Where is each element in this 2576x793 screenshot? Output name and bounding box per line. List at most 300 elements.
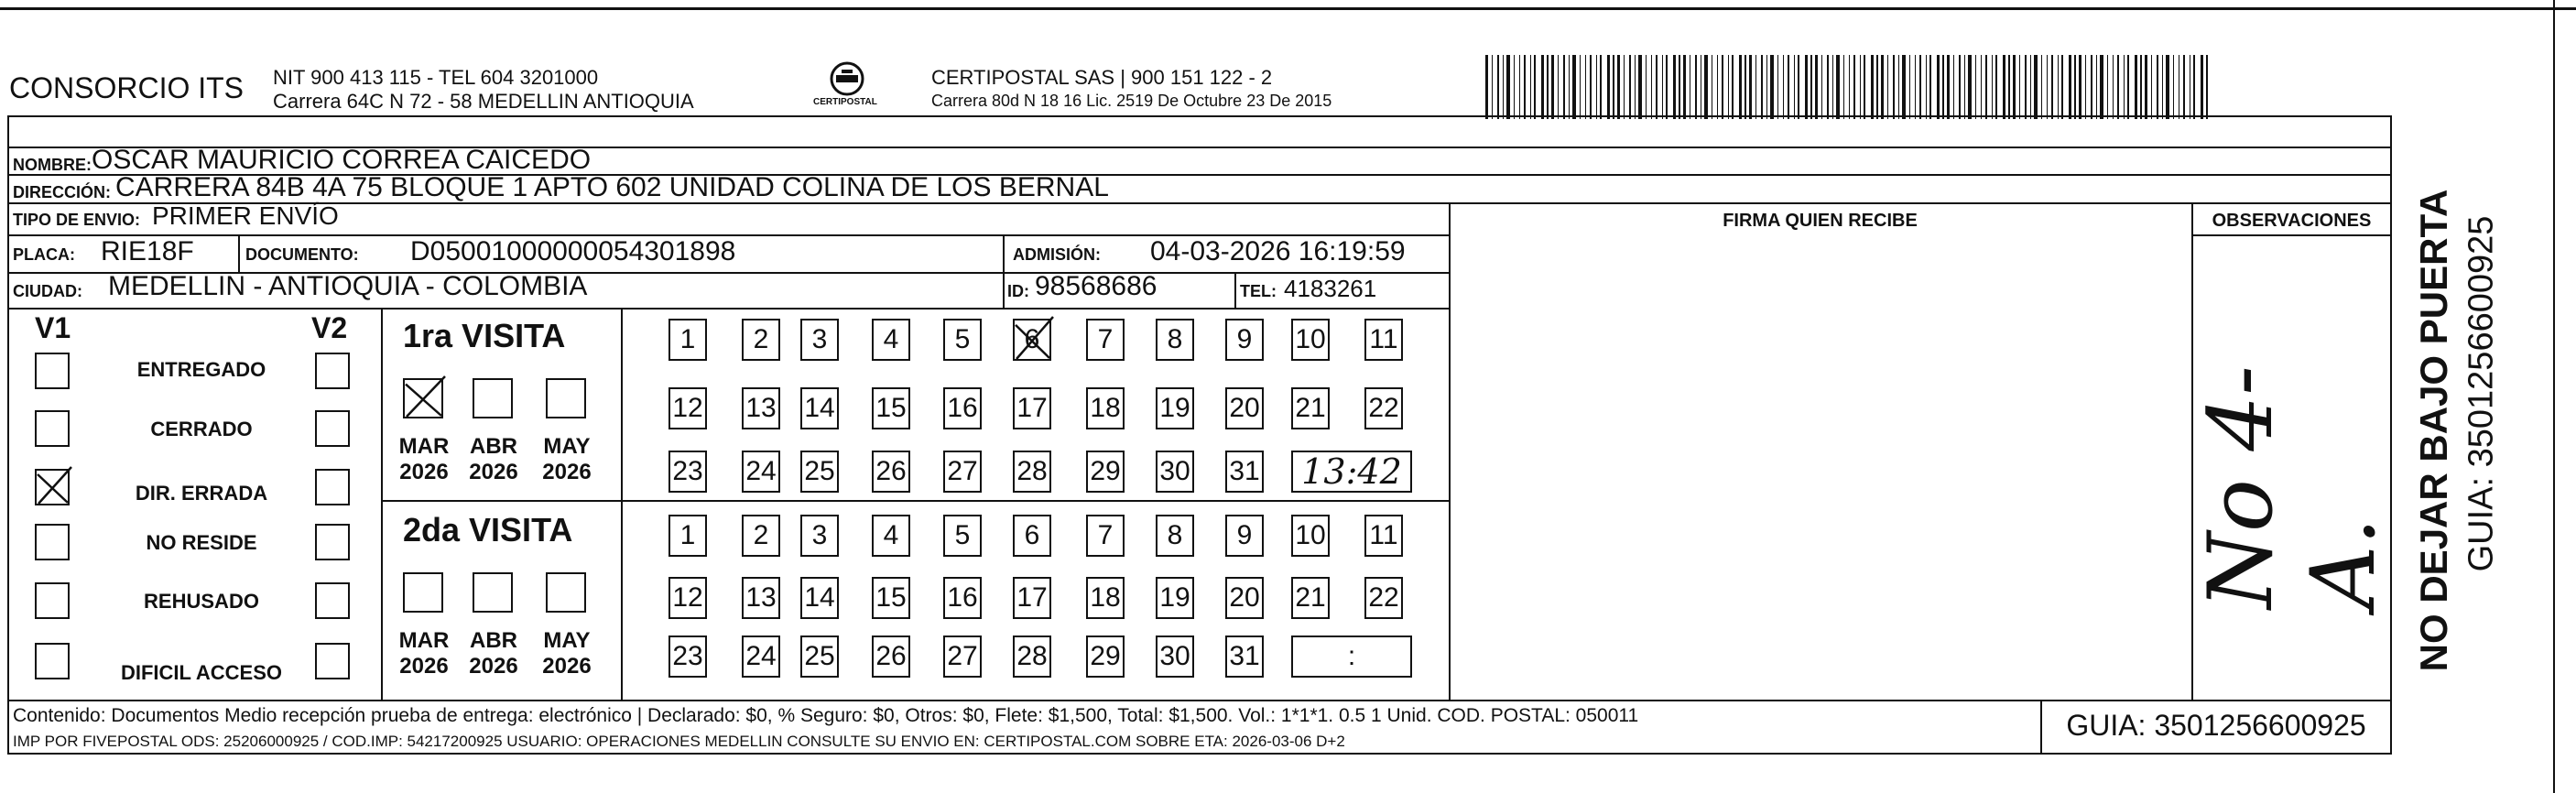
barcode-bar bbox=[1937, 55, 1940, 119]
documento-value: D05001000000054301898 bbox=[410, 236, 736, 266]
day-box[interactable] bbox=[668, 577, 707, 619]
barcode-bar bbox=[2003, 55, 2005, 119]
month-year: 2026 bbox=[469, 460, 518, 484]
barcode-bar bbox=[1558, 55, 1559, 119]
day-box[interactable] bbox=[872, 577, 910, 619]
barcode-bar bbox=[1871, 55, 1874, 119]
day-box[interactable] bbox=[872, 451, 910, 493]
barcode-bar bbox=[1849, 55, 1850, 119]
month-checkbox[interactable] bbox=[546, 572, 586, 613]
tel-label: TEL: bbox=[1240, 282, 1277, 300]
barcode-bar bbox=[1881, 55, 1884, 119]
day-number: 31 bbox=[1229, 456, 1260, 486]
status-option-label: REHUSADO bbox=[144, 590, 259, 613]
day-box[interactable] bbox=[668, 451, 707, 493]
barcode-bar bbox=[1755, 55, 1756, 119]
barcode bbox=[1485, 55, 2209, 119]
barcode-bar bbox=[1992, 55, 1993, 119]
barcode-bar bbox=[1929, 55, 1931, 119]
day-box[interactable] bbox=[800, 319, 839, 361]
month-checkbox[interactable] bbox=[403, 572, 443, 613]
month-name: ABR bbox=[470, 434, 517, 459]
barcode-bar bbox=[1853, 55, 1855, 119]
visit-divider bbox=[621, 308, 623, 700]
month-checkbox[interactable] bbox=[403, 378, 443, 418]
day-box[interactable] bbox=[1291, 577, 1330, 619]
footer-line-2: IMP POR FIVEPOSTAL ODS: 25206000925 / COD.IMP: 54217200925 USUARIO: OPERACIONES MEDELLIN CONSULTE SU ENVIO EN: CERTIPOSTAL.COM SOBRE ETA: 2026-03-06 D+2 bbox=[13, 733, 1345, 750]
day-number: 8 bbox=[1167, 324, 1183, 354]
barcode-bar bbox=[1722, 55, 1723, 119]
day-number: 15 bbox=[875, 582, 907, 613]
barcode-bar bbox=[1821, 55, 1822, 119]
barcode-bar bbox=[1919, 55, 1921, 119]
barcode-bar bbox=[2113, 55, 2114, 119]
barcode-bar bbox=[1975, 55, 1976, 119]
day-number: 4 bbox=[883, 324, 899, 354]
row-line-6 bbox=[7, 308, 1449, 310]
barcode-bar bbox=[1770, 55, 1774, 119]
tel-divider bbox=[1234, 272, 1236, 308]
day-box[interactable] bbox=[742, 451, 780, 493]
ciudad-value: MEDELLIN - ANTIOQUIA - COLOMBIA bbox=[108, 271, 588, 301]
day-box[interactable] bbox=[1013, 387, 1051, 429]
barcode-bar bbox=[1497, 55, 1499, 119]
barcode-bar bbox=[1766, 55, 1767, 119]
month-label bbox=[535, 434, 599, 485]
barcode-bar bbox=[1514, 55, 1515, 119]
day-box[interactable] bbox=[872, 515, 910, 557]
day-number: 1 bbox=[679, 324, 696, 354]
day-box[interactable] bbox=[1225, 387, 1264, 429]
barcode-bar bbox=[1717, 55, 1718, 119]
barcode-bar bbox=[1519, 55, 1520, 119]
status-option-label: DIFICIL ACCESO bbox=[120, 661, 282, 684]
barcode-bar bbox=[1995, 55, 1997, 119]
barcode-bar bbox=[2058, 55, 2059, 119]
barcode-bar bbox=[2013, 55, 2016, 119]
day-box[interactable] bbox=[1225, 515, 1264, 557]
day-box[interactable] bbox=[742, 515, 780, 557]
day-number: 16 bbox=[947, 582, 978, 613]
day-number: 4 bbox=[883, 520, 899, 550]
day-number: 23 bbox=[672, 456, 703, 486]
v2-label: V2 bbox=[311, 311, 348, 344]
day-box[interactable] bbox=[1013, 319, 1051, 361]
day-box[interactable] bbox=[742, 635, 780, 678]
direccion-label: DIRECCIÓN: bbox=[13, 183, 111, 201]
day-box[interactable] bbox=[1364, 577, 1403, 619]
barcode-bar bbox=[1695, 55, 1697, 119]
barcode-bar bbox=[2166, 55, 2169, 119]
barcode-bar bbox=[1704, 55, 1708, 119]
day-number: 14 bbox=[804, 393, 835, 423]
barcode-bar bbox=[1815, 55, 1818, 119]
day-number: 10 bbox=[1295, 324, 1326, 354]
day-box[interactable] bbox=[1086, 577, 1125, 619]
barcode-bar bbox=[1953, 55, 1954, 119]
firma-label: FIRMA QUIEN RECIBE bbox=[1723, 211, 1918, 231]
day-number: 11 bbox=[1369, 520, 1398, 550]
barcode-bar bbox=[2140, 55, 2142, 119]
barcode-bar bbox=[2069, 55, 2071, 119]
footer-guia: GUIA: 3501256600925 bbox=[2066, 709, 2366, 742]
day-number: 16 bbox=[947, 393, 978, 423]
placa-label: PLACA: bbox=[13, 245, 75, 264]
day-box[interactable] bbox=[1364, 515, 1403, 557]
day-number: 5 bbox=[954, 520, 971, 550]
day-number: 26 bbox=[875, 641, 907, 671]
barcode-bar bbox=[2145, 55, 2147, 119]
barcode-bar bbox=[1569, 55, 1570, 119]
day-number: 27 bbox=[947, 456, 978, 486]
barcode-bar bbox=[2157, 55, 2158, 119]
carrier-line-2: Carrera 80d N 18 16 Lic. 2519 De Octubre 23 De 2015 bbox=[931, 92, 1332, 110]
barcode-bar bbox=[2107, 55, 2108, 119]
day-box[interactable] bbox=[1225, 319, 1264, 361]
barcode-bar bbox=[1590, 55, 1592, 119]
month-year: 2026 bbox=[542, 460, 592, 484]
visit-mid-line bbox=[381, 500, 1449, 502]
status-divider bbox=[381, 308, 383, 700]
barcode-bar bbox=[1959, 55, 1961, 119]
day-number: 26 bbox=[875, 456, 907, 486]
barcode-bar bbox=[1985, 55, 1987, 119]
day-number: 25 bbox=[804, 456, 835, 486]
barcode-bar bbox=[2008, 55, 2010, 119]
day-box[interactable] bbox=[800, 387, 839, 429]
second-visit-title: 2da VISITA bbox=[403, 511, 573, 549]
day-number: 24 bbox=[745, 641, 777, 671]
barcode-bar bbox=[1673, 55, 1676, 119]
barcode-bar bbox=[2096, 55, 2097, 119]
documento-label: DOCUMENTO: bbox=[245, 245, 359, 264]
admision-divider bbox=[1003, 234, 1005, 308]
month-year: 2026 bbox=[469, 654, 518, 679]
observaciones-header-line bbox=[2191, 234, 2392, 236]
day-box[interactable] bbox=[800, 577, 839, 619]
barcode-bar bbox=[1968, 55, 1972, 119]
barcode-bar bbox=[1827, 55, 1829, 119]
day-number: 20 bbox=[1229, 393, 1260, 423]
barcode-bar bbox=[1617, 55, 1620, 119]
month-name: MAY bbox=[543, 628, 591, 653]
barcode-bar bbox=[1749, 55, 1752, 119]
barcode-bar bbox=[2201, 55, 2203, 119]
day-box[interactable] bbox=[1156, 387, 1194, 429]
id-value: 98568686 bbox=[1035, 271, 1158, 301]
barcode-bar bbox=[2173, 55, 2174, 119]
day-box[interactable] bbox=[668, 635, 707, 678]
barcode-bar bbox=[1629, 55, 1631, 119]
day-number: 3 bbox=[811, 520, 828, 550]
time-box[interactable] bbox=[1291, 635, 1412, 678]
day-number: 20 bbox=[1229, 582, 1260, 613]
barcode-bar bbox=[1503, 55, 1504, 119]
barcode-bar bbox=[2091, 55, 2092, 119]
day-box[interactable] bbox=[800, 635, 839, 678]
barcode-bar bbox=[2100, 55, 2103, 119]
barcode-bar bbox=[1810, 55, 1812, 119]
barcode-bar bbox=[2135, 55, 2137, 119]
v1-label: V1 bbox=[35, 311, 71, 344]
day-box[interactable] bbox=[943, 319, 982, 361]
status-option-label: CERRADO bbox=[150, 418, 253, 440]
day-box[interactable] bbox=[1156, 319, 1194, 361]
v1-checkbox[interactable] bbox=[35, 643, 70, 679]
day-number: 18 bbox=[1090, 582, 1121, 613]
day-box[interactable] bbox=[943, 515, 982, 557]
barcode-bar bbox=[1596, 55, 1597, 119]
day-number: 28 bbox=[1016, 456, 1048, 486]
barcode-bar bbox=[2183, 55, 2185, 119]
time-box[interactable] bbox=[1291, 451, 1412, 493]
day-box[interactable] bbox=[1291, 515, 1330, 557]
day-number: 25 bbox=[804, 641, 835, 671]
barcode-bar bbox=[1964, 55, 1965, 119]
barcode-bar bbox=[2019, 55, 2020, 119]
v1-checkbox[interactable] bbox=[35, 353, 70, 389]
day-box[interactable] bbox=[668, 319, 707, 361]
barcode-bar bbox=[2079, 55, 2081, 119]
barcode-bar bbox=[1926, 55, 1927, 119]
day-number: 27 bbox=[947, 641, 978, 671]
barcode-bar bbox=[2051, 55, 2053, 119]
barcode-bar bbox=[1485, 55, 1488, 119]
day-box[interactable] bbox=[1086, 319, 1125, 361]
day-box[interactable] bbox=[1156, 515, 1194, 557]
v1-checkbox[interactable] bbox=[35, 524, 70, 560]
barcode-bar bbox=[1915, 55, 1916, 119]
barcode-bar bbox=[1805, 55, 1808, 119]
day-box[interactable] bbox=[800, 515, 839, 557]
status-option-label: DIR. ERRADA bbox=[135, 482, 268, 505]
day-box[interactable] bbox=[1156, 635, 1194, 678]
carrier-line-1: CERTIPOSTAL SAS | 900 151 122 - 2 bbox=[931, 66, 1273, 89]
day-number: 21 bbox=[1295, 393, 1326, 423]
direccion-value: CARRERA 84B 4A 75 BLOQUE 1 APTO 602 UNIDAD COLINA DE LOS BERNAL bbox=[115, 172, 1109, 202]
first-visit-title: 1ra VISITA bbox=[403, 317, 566, 354]
day-box[interactable] bbox=[1225, 451, 1264, 493]
day-number: 3 bbox=[811, 324, 828, 354]
barcode-bar bbox=[1783, 55, 1784, 119]
day-box[interactable] bbox=[742, 387, 780, 429]
barcode-bar bbox=[1798, 55, 1799, 119]
tipo-label: TIPO DE ENVIO: bbox=[13, 211, 141, 229]
day-number: 17 bbox=[1016, 393, 1048, 423]
month-checkbox[interactable] bbox=[473, 378, 513, 418]
day-box[interactable] bbox=[1225, 577, 1264, 619]
day-box[interactable] bbox=[1086, 515, 1125, 557]
barcode-bar bbox=[1600, 55, 1602, 119]
barcode-bar bbox=[1860, 55, 1861, 119]
day-number: 7 bbox=[1097, 324, 1114, 354]
barcode-bar bbox=[1524, 55, 1526, 119]
day-box[interactable] bbox=[1013, 515, 1051, 557]
handwritten-observation: No 4-A. bbox=[2190, 365, 2395, 609]
day-number: 8 bbox=[1167, 520, 1183, 550]
barcode-bar bbox=[1902, 55, 1906, 119]
day-number: 7 bbox=[1097, 520, 1114, 550]
day-number: 15 bbox=[875, 393, 907, 423]
barcode-bar bbox=[1551, 55, 1554, 119]
barcode-bar bbox=[1541, 55, 1544, 119]
barcode-bar bbox=[1761, 55, 1763, 119]
day-number: 10 bbox=[1295, 520, 1326, 550]
day-box[interactable] bbox=[872, 319, 910, 361]
day-number: 22 bbox=[1368, 393, 1399, 423]
v1-checkbox[interactable] bbox=[35, 582, 70, 619]
barcode-bar bbox=[1864, 55, 1865, 119]
top-edge-line bbox=[0, 7, 2576, 10]
month-label bbox=[462, 434, 526, 485]
barcode-bar bbox=[2025, 55, 2027, 119]
day-box[interactable] bbox=[668, 387, 707, 429]
day-box[interactable] bbox=[943, 387, 982, 429]
barcode-bar bbox=[1585, 55, 1586, 119]
barcode-bar bbox=[1947, 55, 1950, 119]
day-number: 11 bbox=[1369, 324, 1398, 354]
id-label: ID: bbox=[1007, 282, 1029, 300]
side-guia: GUIA: 3501256600925 bbox=[2462, 215, 2501, 572]
barcode-bar bbox=[1898, 55, 1899, 119]
day-box[interactable] bbox=[872, 635, 910, 678]
nombre-value: OSCAR MAURICIO CORREA CAICEDO bbox=[92, 145, 592, 175]
row-line-footer bbox=[7, 700, 2392, 701]
day-number: 12 bbox=[672, 582, 703, 613]
logo-caption: CERTIPOSTAL bbox=[813, 97, 877, 107]
barcode-bar bbox=[1572, 55, 1576, 119]
day-number: 13 bbox=[745, 393, 777, 423]
day-box[interactable] bbox=[1156, 451, 1194, 493]
day-number: 5 bbox=[954, 324, 971, 354]
day-box[interactable] bbox=[943, 577, 982, 619]
barcode-bar bbox=[1739, 55, 1742, 119]
barcode-bar bbox=[1745, 55, 1746, 119]
barcode-bar bbox=[1887, 55, 1888, 119]
day-number: 1 bbox=[679, 520, 696, 550]
barcode-bar bbox=[1656, 55, 1658, 119]
day-box[interactable] bbox=[1291, 319, 1330, 361]
day-number: 22 bbox=[1368, 582, 1399, 613]
barcode-bar bbox=[2117, 55, 2119, 119]
month-checkbox[interactable] bbox=[546, 378, 586, 418]
day-box[interactable] bbox=[1225, 635, 1264, 678]
month-year: 2026 bbox=[399, 460, 449, 484]
month-name: MAR bbox=[398, 434, 450, 459]
barcode-bar bbox=[1909, 55, 1910, 119]
barcode-bar bbox=[1563, 55, 1565, 119]
day-number: 19 bbox=[1159, 393, 1190, 423]
month-label bbox=[535, 628, 599, 679]
day-box[interactable] bbox=[1086, 387, 1125, 429]
day-number: 14 bbox=[804, 582, 835, 613]
day-number: 24 bbox=[745, 456, 777, 486]
barcode-bar bbox=[1893, 55, 1895, 119]
month-year: 2026 bbox=[542, 654, 592, 679]
barcode-bar bbox=[1638, 55, 1642, 119]
barcode-bar bbox=[1613, 55, 1614, 119]
day-box[interactable] bbox=[742, 577, 780, 619]
day-number: 31 bbox=[1229, 641, 1260, 671]
barcode-bar bbox=[1876, 55, 1878, 119]
ciudad-label: CIUDAD: bbox=[13, 282, 82, 300]
barcode-bar bbox=[1651, 55, 1652, 119]
barcode-bar bbox=[1534, 55, 1536, 119]
time-value: : bbox=[1347, 641, 1356, 671]
barcode-bar bbox=[2047, 55, 2048, 119]
footer-line-1: Contenido: Documentos Medio recepción prueba de entrega: electrónico | Declarado: $0, % Seguro: $0, Otros: $0, Flete: $1,500, Total: $1,500. Vol.: 1*1*1. 0.5 1 Unid. COD. POSTAL: 050011 bbox=[13, 705, 1639, 726]
month-label bbox=[392, 628, 456, 679]
company-name: CONSORCIO ITS bbox=[9, 71, 245, 104]
day-box[interactable] bbox=[1086, 451, 1125, 493]
month-checkbox[interactable] bbox=[473, 572, 513, 613]
day-box[interactable] bbox=[668, 515, 707, 557]
side-warning: NO DEJAR BAJO PUERTA bbox=[2412, 189, 2455, 672]
day-box[interactable] bbox=[1291, 387, 1330, 429]
barcode-bar bbox=[1624, 55, 1625, 119]
day-box[interactable] bbox=[872, 387, 910, 429]
day-box[interactable] bbox=[1013, 577, 1051, 619]
day-box[interactable] bbox=[1364, 387, 1403, 429]
day-number: 6 bbox=[1024, 324, 1040, 354]
right-edge-line bbox=[2553, 0, 2555, 793]
day-box[interactable] bbox=[1013, 451, 1051, 493]
barcode-bar bbox=[2124, 55, 2125, 119]
barcode-bar bbox=[1843, 55, 1844, 119]
company-line-1: NIT 900 413 115 - TEL 604 3201000 bbox=[273, 66, 599, 89]
day-box[interactable] bbox=[1013, 635, 1051, 678]
month-name: ABR bbox=[470, 628, 517, 653]
day-number: 6 bbox=[1024, 520, 1040, 550]
month-label bbox=[462, 628, 526, 679]
month-year: 2026 bbox=[399, 654, 449, 679]
day-box[interactable] bbox=[1086, 635, 1125, 678]
barcode-bar bbox=[1506, 55, 1510, 119]
day-number: 30 bbox=[1159, 456, 1190, 486]
v1-checkbox[interactable] bbox=[35, 469, 70, 505]
day-number: 12 bbox=[672, 393, 703, 423]
day-number: 29 bbox=[1090, 641, 1121, 671]
company-line-2: Carrera 64C N 72 - 58 MEDELLIN ANTIOQUIA bbox=[273, 90, 694, 113]
day-number: 30 bbox=[1159, 641, 1190, 671]
day-number: 9 bbox=[1236, 324, 1253, 354]
day-number: 19 bbox=[1159, 582, 1190, 613]
barcode-bar bbox=[1788, 55, 1789, 119]
day-box[interactable] bbox=[943, 451, 982, 493]
barcode-bar bbox=[1547, 55, 1549, 119]
day-number: 13 bbox=[745, 582, 777, 613]
barcode-bar bbox=[2034, 55, 2038, 119]
barcode-bar bbox=[1607, 55, 1610, 119]
barcode-bar bbox=[2127, 55, 2129, 119]
day-box[interactable] bbox=[800, 451, 839, 493]
day-box[interactable] bbox=[1156, 577, 1194, 619]
day-box[interactable] bbox=[1364, 319, 1403, 361]
month-name: MAY bbox=[543, 434, 591, 459]
day-box[interactable] bbox=[943, 635, 982, 678]
barcode-bar bbox=[2193, 55, 2195, 119]
day-number: 2 bbox=[753, 324, 769, 354]
barcode-bar bbox=[1981, 55, 1982, 119]
day-number: 21 bbox=[1295, 582, 1326, 613]
day-box[interactable] bbox=[742, 319, 780, 361]
v1-checkbox[interactable] bbox=[35, 410, 70, 447]
barcode-bar bbox=[2206, 55, 2208, 119]
barcode-bar bbox=[2162, 55, 2163, 119]
status-option-label: NO RESIDE bbox=[146, 531, 257, 554]
tipo-value: PRIMER ENVÍO bbox=[152, 201, 339, 230]
barcode-bar bbox=[1836, 55, 1840, 119]
